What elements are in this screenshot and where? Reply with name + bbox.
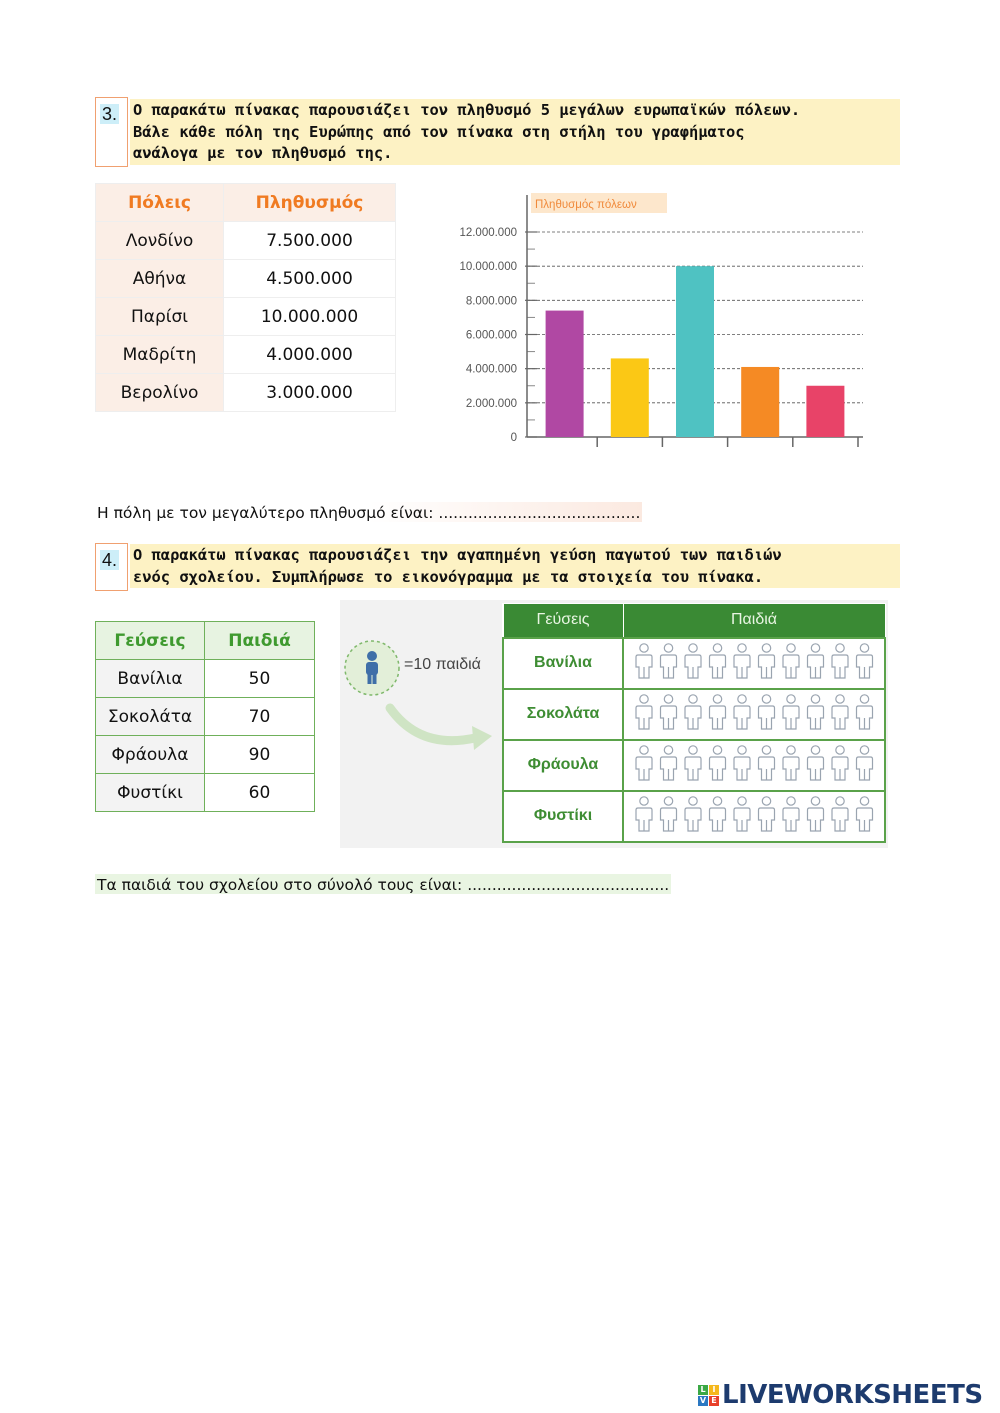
person-outline-icon[interactable]: [808, 797, 824, 831]
answer-largest-city[interactable]: [95, 502, 642, 522]
header-flavors: Γεύσεις: [96, 622, 205, 660]
question-3-line-3: ανάλογα με τον πληθυσμό της.: [133, 144, 393, 162]
pictogram-row: [503, 791, 885, 842]
population-cell: 3.000.000: [224, 374, 396, 412]
person-outline-icon[interactable]: [685, 644, 701, 678]
person-outline-icon[interactable]: [857, 695, 873, 729]
person-outline-icon[interactable]: [783, 797, 799, 831]
person-outline-icon[interactable]: [710, 797, 726, 831]
kids-cell: 90: [205, 736, 315, 774]
person-outline-icon[interactable]: [808, 644, 824, 678]
pictogram-header-kids: Παιδιά: [623, 604, 885, 638]
cities-population-table: [95, 183, 396, 412]
logo-block-v: V: [699, 1395, 707, 1405]
person-outline-icons[interactable]: [632, 690, 884, 734]
table-row: [96, 374, 396, 412]
population-cell: 7.500.000: [224, 222, 396, 260]
table-header-row: [96, 184, 396, 222]
person-outline-icon[interactable]: [636, 695, 652, 729]
answer-largest-city-text: Η πόλη με τον μεγαλύτερο πληθυσμό είναι: .........................................: [97, 504, 641, 522]
person-outline-icon[interactable]: [710, 695, 726, 729]
person-outline-icon[interactable]: [636, 644, 652, 678]
chart-title: Πληθυσμός πόλεων: [535, 199, 637, 211]
person-outline-icon[interactable]: [832, 695, 848, 729]
city-cell: Λονδίνο: [96, 222, 224, 260]
person-outline-icon[interactable]: [685, 797, 701, 831]
legend-figure-icon: [342, 638, 402, 698]
pictogram-flavor-label: Σοκολάτα: [503, 689, 623, 740]
liveworksheets-logo: [698, 1380, 983, 1410]
table-row: [96, 222, 396, 260]
person-outline-icon[interactable]: [759, 644, 775, 678]
question-4-line-2: ενός σχολείου. Συμπλήρωσε το εικονόγραμμα με τα στοιχεία του πίνακα.: [133, 567, 764, 586]
person-outline-icon[interactable]: [636, 746, 652, 780]
bar-1: [546, 311, 584, 437]
person-outline-icons[interactable]: [632, 639, 884, 683]
person-outline-icon[interactable]: [661, 746, 677, 780]
y-tick-label: 4.000.000: [465, 363, 517, 376]
city-cell: Βερολίνο: [96, 374, 224, 412]
person-outline-icon[interactable]: [661, 695, 677, 729]
ice-cream-flavor-table: [95, 621, 315, 812]
person-outline-icon[interactable]: [710, 644, 726, 678]
y-tick-label: 2.000.000: [465, 397, 517, 410]
pictogram-table: [502, 603, 886, 843]
bar-3: [676, 266, 714, 437]
person-outline-icon[interactable]: [808, 746, 824, 780]
y-tick-label: 8.000.000: [465, 295, 517, 308]
person-outline-icon[interactable]: [832, 797, 848, 831]
city-cell: Μαδρίτη: [96, 336, 224, 374]
bar-2: [611, 358, 649, 437]
population-cell: 4.500.000: [224, 260, 396, 298]
city-cell: Παρίσι: [96, 298, 224, 336]
answer-total-kids[interactable]: [95, 874, 671, 894]
header-kids: Παιδιά: [205, 622, 315, 660]
person-outline-icon[interactable]: [734, 746, 750, 780]
table-row: [96, 774, 315, 812]
header-population: Πληθυσμός: [224, 184, 396, 222]
person-outline-icon[interactable]: [783, 695, 799, 729]
kids-cell: 60: [205, 774, 315, 812]
person-outline-icon[interactable]: [661, 797, 677, 831]
pictogram-figure-slots[interactable]: [623, 791, 885, 842]
kids-cell: 50: [205, 660, 315, 698]
person-outline-icon[interactable]: [734, 644, 750, 678]
pictogram-row: [503, 689, 885, 740]
answer-total-kids-text: Τα παιδιά του σχολείου στο σύνολό τους είναι: .........................................: [97, 876, 670, 894]
population-cell: 4.000.000: [224, 336, 396, 374]
person-outline-icon[interactable]: [783, 644, 799, 678]
pictogram-flavor-label: Φυστίκι: [503, 791, 623, 842]
table-row: [96, 336, 396, 374]
pictogram-header-flavors: Γεύσεις: [503, 604, 623, 638]
question-4-number: 4.: [95, 543, 128, 591]
y-tick-label: 6.000.000: [465, 329, 517, 342]
logo-block-e: E: [709, 1396, 719, 1406]
bar-4: [741, 367, 779, 437]
city-cell: Αθήνα: [96, 260, 224, 298]
person-outline-icon[interactable]: [685, 746, 701, 780]
pictogram-row: [503, 740, 885, 791]
person-outline-icon[interactable]: [759, 797, 775, 831]
person-outline-icon[interactable]: [857, 644, 873, 678]
population-bar-chart: [435, 185, 875, 455]
person-outline-icon[interactable]: [661, 644, 677, 678]
question-3-line-1: Ο παρακάτω πίνακας παρουσιάζει τον πληθυσμό 5 μεγάλων ευρωπαϊκών πόλεων.: [133, 101, 801, 119]
population-cell: 10.000.000: [224, 298, 396, 336]
table-row: [96, 298, 396, 336]
logo-letter-blocks: [698, 1385, 719, 1406]
person-outline-icon[interactable]: [832, 644, 848, 678]
question-3-line-2: Βάλε κάθε πόλη της Ευρώπης από τον πίνακα στη στήλη του γραφήματος: [133, 122, 745, 141]
logo-block-l: L: [698, 1385, 708, 1395]
curved-arrow-icon: [380, 700, 500, 760]
person-outline-icon[interactable]: [734, 695, 750, 729]
flavor-cell: Φυστίκι: [96, 774, 205, 812]
flavor-cell: Φράουλα: [96, 736, 205, 774]
person-outline-icon[interactable]: [857, 797, 873, 831]
person-outline-icon[interactable]: [685, 695, 701, 729]
person-outline-icon[interactable]: [759, 746, 775, 780]
question-4-text: [130, 544, 900, 588]
y-tick-label: 12.000.000: [459, 227, 517, 239]
legend-text: =10 παιδιά: [404, 656, 481, 673]
table-row: [96, 660, 315, 698]
table-header-row: [96, 622, 315, 660]
table-row: [96, 698, 315, 736]
pictogram-header-row: [503, 604, 885, 638]
pictogram-figure-slots[interactable]: [623, 638, 885, 689]
pictogram-row: [503, 638, 885, 689]
person-outline-icon[interactable]: [808, 695, 824, 729]
table-row: [96, 260, 396, 298]
person-outline-icon[interactable]: [832, 746, 848, 780]
person-outline-icons[interactable]: [632, 741, 884, 785]
pictogram-flavor-label: Φράουλα: [503, 740, 623, 791]
pictogram-figure-slots[interactable]: [623, 689, 885, 740]
person-outline-icon[interactable]: [759, 695, 775, 729]
logo-block-i: I: [709, 1385, 719, 1395]
kids-cell: 70: [205, 698, 315, 736]
person-outline-icon[interactable]: [636, 797, 652, 831]
table-row: [96, 736, 315, 774]
person-outline-icon[interactable]: [710, 746, 726, 780]
y-tick-label: 0: [510, 432, 517, 444]
person-outline-icon[interactable]: [783, 746, 799, 780]
y-tick-label: 10.000.000: [459, 261, 517, 274]
logo-text: LIVEWORKSHEETS: [722, 1380, 983, 1410]
header-cities: Πόλεις: [96, 184, 224, 222]
person-outline-icon[interactable]: [857, 746, 873, 780]
question-4-line-1: Ο παρακάτω πίνακας παρουσιάζει την αγαπημένη γεύση παγωτού των παιδιών: [133, 546, 782, 564]
person-outline-icons[interactable]: [632, 792, 884, 836]
question-3-number: 3.: [95, 97, 128, 167]
question-3-text: [130, 99, 900, 165]
flavor-cell: Σοκολάτα: [96, 698, 205, 736]
pictogram-figure-slots[interactable]: [623, 740, 885, 791]
bar-5: [806, 386, 844, 437]
pictogram-flavor-label: Βανίλια: [503, 638, 623, 689]
person-outline-icon[interactable]: [734, 797, 750, 831]
flavor-cell: Βανίλια: [96, 660, 205, 698]
